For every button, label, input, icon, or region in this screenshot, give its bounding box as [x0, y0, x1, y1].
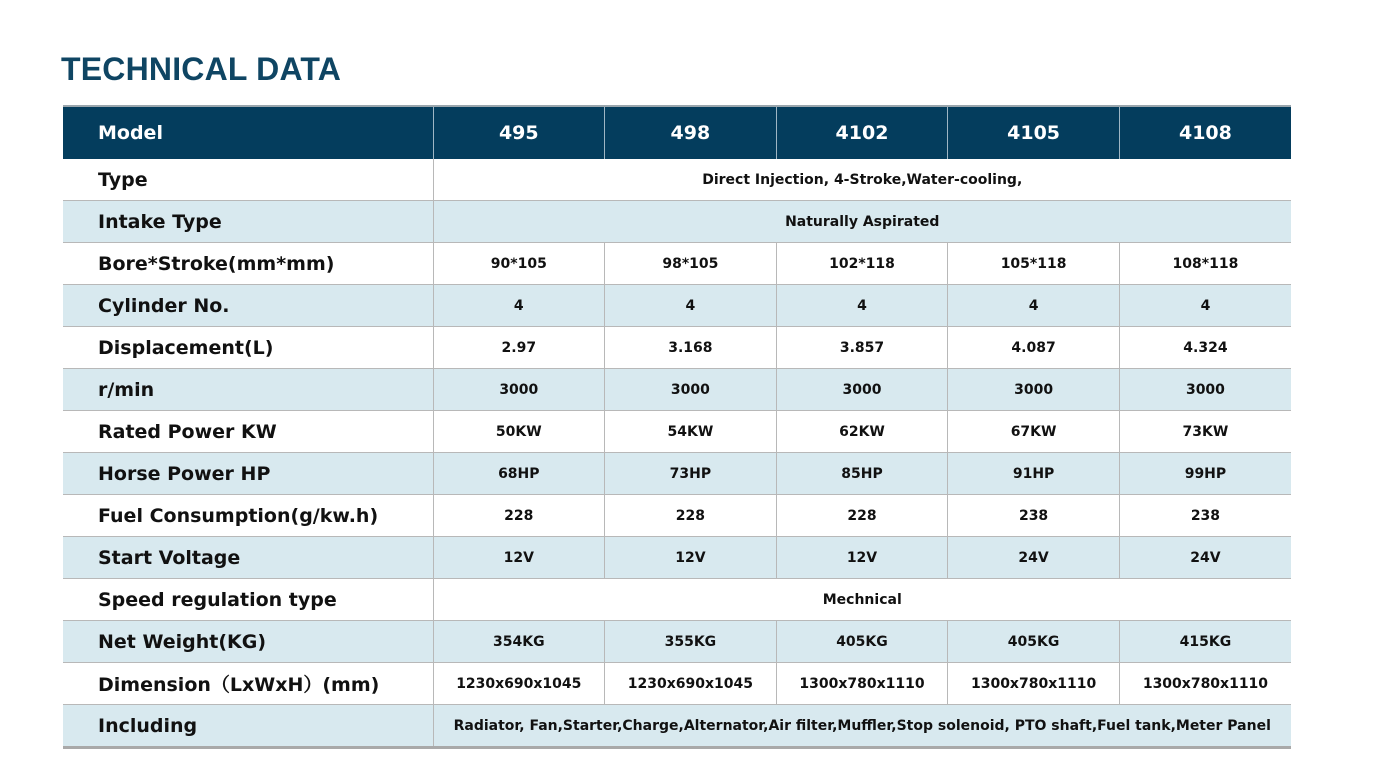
- table-row: [63, 705, 1291, 748]
- model-header: 495: [433, 106, 605, 159]
- table-row: [63, 411, 1291, 453]
- table-cell: 85HP: [776, 453, 948, 495]
- row-span-value: Mechnical: [433, 579, 1291, 621]
- table-cell: 73HP: [605, 453, 777, 495]
- table-cell: 67KW: [948, 411, 1120, 453]
- table-cell: 1230x690x1045: [433, 663, 605, 705]
- model-header: 4108: [1119, 106, 1291, 159]
- row-label: Rated Power KW: [63, 411, 433, 453]
- table-cell: 4: [776, 285, 948, 327]
- table-row: [63, 369, 1291, 411]
- table-cell: 4: [948, 285, 1120, 327]
- table-cell: 238: [948, 495, 1120, 537]
- table-cell: 12V: [776, 537, 948, 579]
- table-cell: 108*118: [1119, 243, 1291, 285]
- table-cell: 50KW: [433, 411, 605, 453]
- table-row: [63, 453, 1291, 495]
- page-title: TECHNICAL DATA: [61, 51, 342, 87]
- table-row: [63, 201, 1291, 243]
- table-row: [63, 495, 1291, 537]
- table-cell: 3000: [605, 369, 777, 411]
- table-cell: 405KG: [776, 621, 948, 663]
- table-cell: 3.168: [605, 327, 777, 369]
- table-cell: 228: [433, 495, 605, 537]
- table-cell: 4.324: [1119, 327, 1291, 369]
- table-cell: 1300x780x1110: [1119, 663, 1291, 705]
- table-row: [63, 579, 1291, 621]
- table-cell: 54KW: [605, 411, 777, 453]
- model-header: 4102: [776, 106, 948, 159]
- table-cell: 68HP: [433, 453, 605, 495]
- table-cell: 90*105: [433, 243, 605, 285]
- table-cell: 3000: [433, 369, 605, 411]
- table-cell: 2.97: [433, 327, 605, 369]
- table-row: [63, 159, 1291, 201]
- table-cell: 228: [605, 495, 777, 537]
- row-label: Intake Type: [63, 201, 433, 243]
- table-row: [63, 285, 1291, 327]
- table-cell: 3000: [776, 369, 948, 411]
- row-label: r/min: [63, 369, 433, 411]
- table-row: [63, 327, 1291, 369]
- row-label: Bore*Stroke(mm*mm): [63, 243, 433, 285]
- table-cell: 1300x780x1110: [948, 663, 1120, 705]
- table-cell: 73KW: [1119, 411, 1291, 453]
- table-cell: 105*118: [948, 243, 1120, 285]
- header-label: Model: [63, 106, 433, 159]
- table-row: [63, 537, 1291, 579]
- table-cell: 24V: [1119, 537, 1291, 579]
- row-label: Fuel Consumption(g/kw.h): [63, 495, 433, 537]
- table-row: [63, 243, 1291, 285]
- table-row: [63, 663, 1291, 705]
- table-cell: 91HP: [948, 453, 1120, 495]
- model-header: 4105: [948, 106, 1120, 159]
- table-cell: 98*105: [605, 243, 777, 285]
- table-cell: 99HP: [1119, 453, 1291, 495]
- model-header: 498: [605, 106, 777, 159]
- table-cell: 228: [776, 495, 948, 537]
- row-label: Displacement(L): [63, 327, 433, 369]
- table-cell: 3000: [1119, 369, 1291, 411]
- row-label: Horse Power HP: [63, 453, 433, 495]
- table-cell: 12V: [605, 537, 777, 579]
- table-cell: 238: [1119, 495, 1291, 537]
- table-cell: 3000: [948, 369, 1120, 411]
- row-label: Cylinder No.: [63, 285, 433, 327]
- row-span-value: Radiator, Fan,Starter,Charge,Alternator,Air filter,Muffler,Stop solenoid, PTO shaft,Fuel tank,Meter Panel: [433, 705, 1291, 748]
- table-cell: 354KG: [433, 621, 605, 663]
- table-cell: 415KG: [1119, 621, 1291, 663]
- table-cell: 4: [1119, 285, 1291, 327]
- row-label: Net Weight(KG): [63, 621, 433, 663]
- table-header-row: [63, 106, 1291, 159]
- table-row: [63, 621, 1291, 663]
- row-span-value: Naturally Aspirated: [433, 201, 1291, 243]
- table-cell: 12V: [433, 537, 605, 579]
- table-cell: 62KW: [776, 411, 948, 453]
- table-cell: 4: [605, 285, 777, 327]
- row-span-value: Direct Injection, 4-Stroke,Water-cooling,: [433, 159, 1291, 201]
- table-cell: 405KG: [948, 621, 1120, 663]
- table-cell: 102*118: [776, 243, 948, 285]
- technical-data-table: [63, 105, 1291, 749]
- table-cell: 4.087: [948, 327, 1120, 369]
- row-label: Start Voltage: [63, 537, 433, 579]
- row-label: Type: [98, 168, 148, 191]
- table-cell: 4: [433, 285, 605, 327]
- row-label: Including: [63, 705, 433, 748]
- row-label: Dimension（LxWxH）(mm): [63, 663, 433, 705]
- table-cell: 355KG: [605, 621, 777, 663]
- row-label: Speed regulation type: [63, 579, 433, 621]
- table-cell: 1300x780x1110: [776, 663, 948, 705]
- table-cell: 3.857: [776, 327, 948, 369]
- table-cell: 24V: [948, 537, 1120, 579]
- table-cell: 1230x690x1045: [605, 663, 777, 705]
